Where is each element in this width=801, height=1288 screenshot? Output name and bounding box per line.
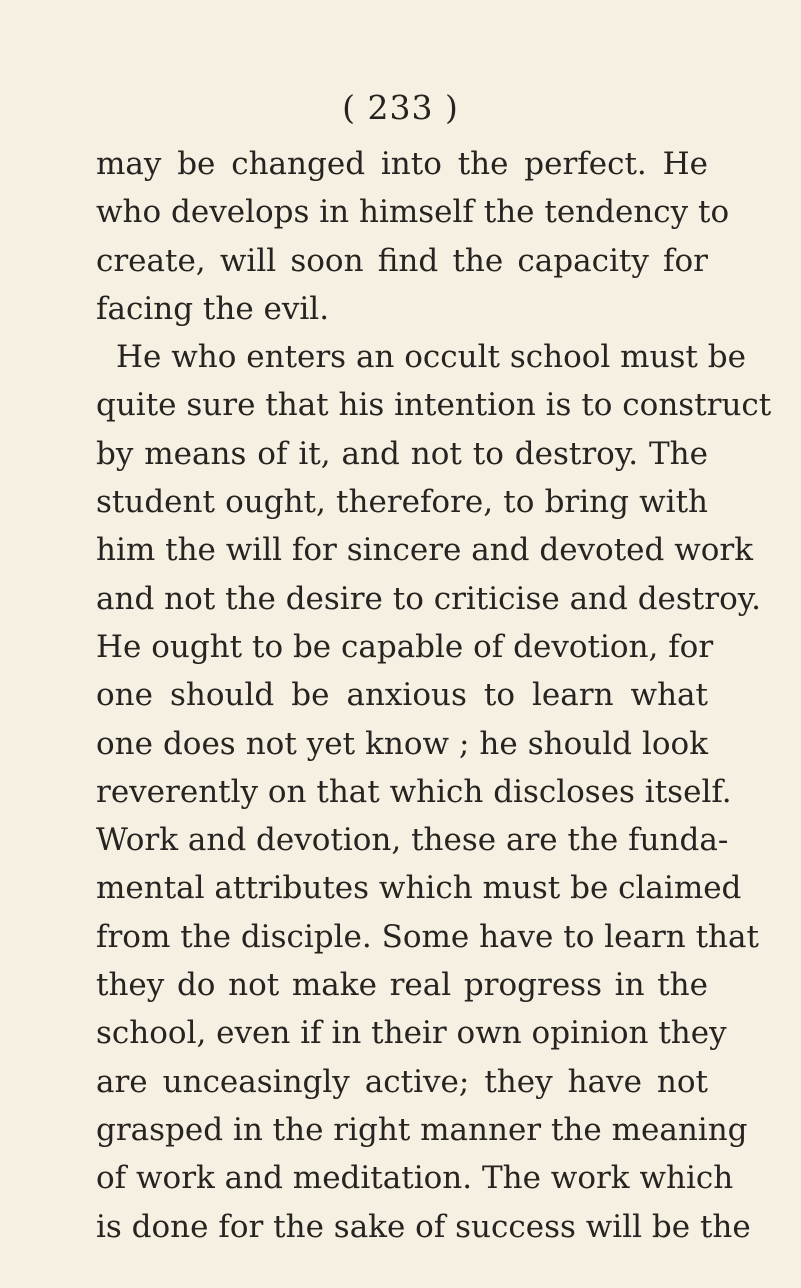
text-line: reverently on that which discloses itself. bbox=[96, 773, 732, 810]
text-line: may be changed into the perfect. He bbox=[96, 146, 708, 182]
text-line: student ought, therefore, to bring with bbox=[96, 484, 708, 521]
text-line: He ought to be capable of devotion, for bbox=[96, 628, 714, 665]
text-line: one does not yet know ; he should look bbox=[96, 725, 708, 762]
text-line: one should be anxious to learn what bbox=[96, 677, 708, 714]
text-line: create, will soon find the capacity for bbox=[96, 242, 708, 279]
text-line: is done for the sake of success will be the bbox=[96, 1208, 751, 1245]
text-line: him the will for sincere and devoted work bbox=[96, 532, 754, 569]
text-line: facing the evil. bbox=[96, 290, 330, 327]
text-line: they do not make real progress in the bbox=[96, 967, 708, 1004]
text-line: who develops in himself the tendency to bbox=[96, 194, 730, 231]
text-line: are unceasingly active; they have not bbox=[96, 1063, 708, 1100]
text-line: quite sure that his intention is to construct bbox=[96, 387, 772, 424]
text-line: and not the desire to criticise and destroy. bbox=[96, 580, 762, 617]
text-line: mental attributes which must be claimed bbox=[96, 870, 742, 907]
text-line: He who enters an occult school must be bbox=[116, 339, 746, 376]
text-line: of work and meditation. The work which bbox=[96, 1160, 734, 1197]
text-line: by means of it, and not to destroy. The bbox=[96, 435, 708, 472]
text-line: from the disciple. Some have to learn that bbox=[96, 918, 759, 955]
text-line: grasped in the right manner the meaning bbox=[96, 1111, 748, 1148]
text-line: school, even if in their own opinion they bbox=[96, 1015, 727, 1052]
body-text bbox=[96, 140, 772, 1251]
page-number: ( 233 ) bbox=[342, 88, 459, 127]
text-line: Work and devotion, these are the funda- bbox=[96, 822, 729, 859]
